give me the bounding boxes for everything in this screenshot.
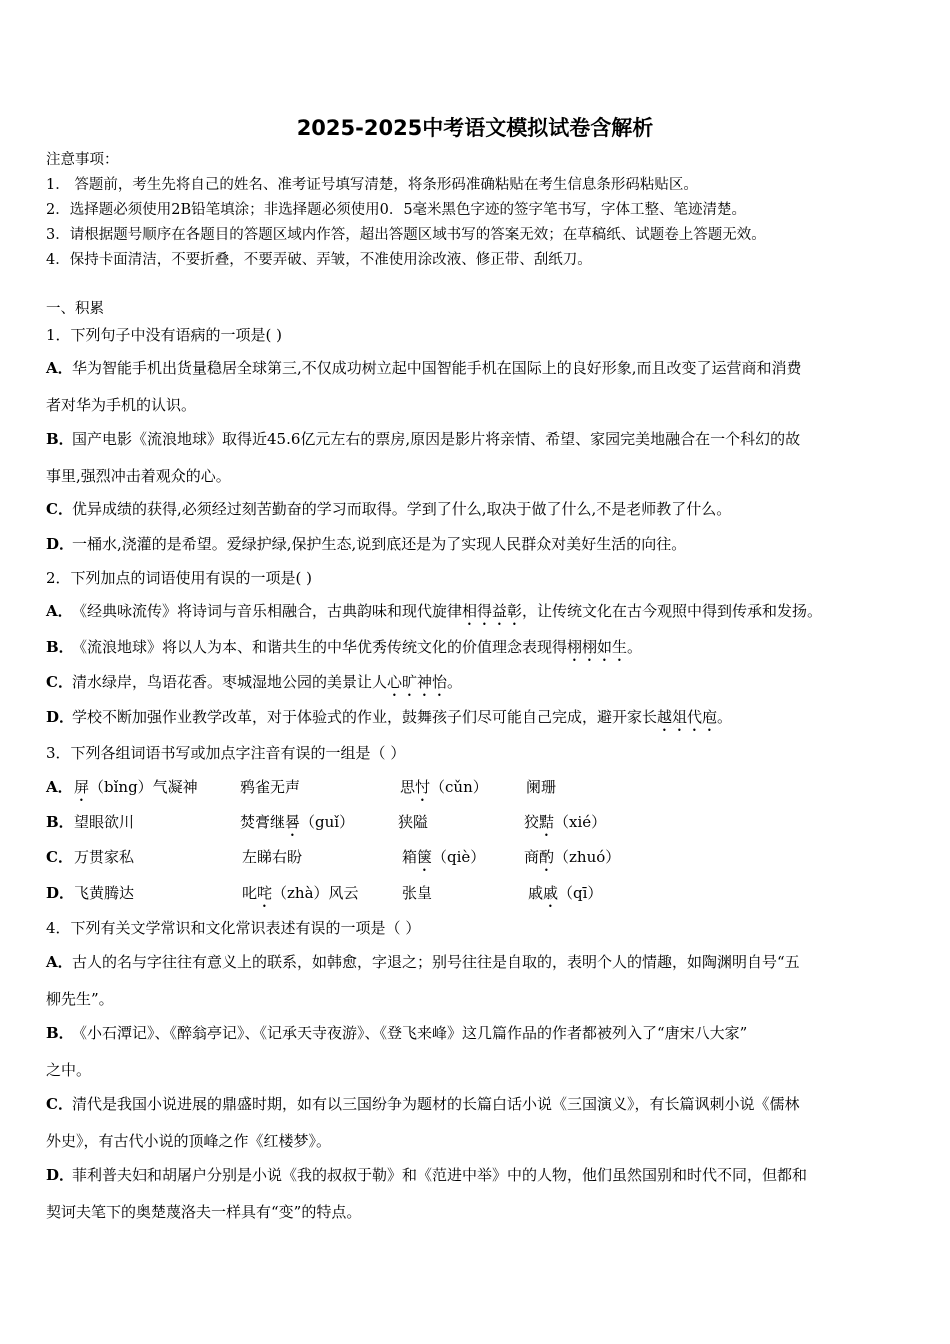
word-text: （bǐng）气凝神 — [89, 778, 198, 796]
word-group: 鸦雀无声 — [240, 778, 301, 796]
word-group — [242, 884, 359, 911]
dotted-char: 晷 — [285, 813, 301, 831]
option-text: 华为智能手机出货量稳居全球第三,不仅成功树立起中国智能手机在国际上的良好形象,而且改变了运营商和消费 — [72, 359, 802, 377]
question-1-option-a-cont: 者对华为手机的认识。 — [46, 396, 197, 414]
dotted-word: 相得益彰 — [462, 602, 523, 620]
option-text: ，让传统文化在古今观照中得到传承和发扬。 — [522, 602, 823, 620]
question-2-option-b — [46, 638, 642, 665]
option-text: 一桶水,浇灌的是希望。爱绿护绿,保护生态,说到底还是为了实现人民群众对美好生活的向往。 — [72, 535, 687, 553]
dotted-char: 咤 — [257, 884, 273, 902]
dotted-char: 屏 — [74, 778, 90, 796]
note-item: 3．请根据题号顺序在各题目的答题区域内作答，超出答题区域书写的答案无效；在草稿纸、试题卷上答题无效。 — [46, 227, 766, 243]
word-group — [402, 848, 485, 875]
option-label: B． — [46, 638, 74, 656]
dotted-char: 戚 — [543, 884, 559, 902]
option-text: 《流浪地球》将以人为本、和谐共生的中华优秀传统文化的价值理念表现得 — [72, 638, 568, 656]
option-label: C． — [46, 500, 73, 518]
word-group: 万贯家私 — [74, 848, 135, 866]
word-text: 戚 — [528, 884, 544, 902]
question-1-option-b-cont: 事里,强烈冲击着观众的心。 — [46, 467, 231, 485]
word-group: 狭隘 — [398, 813, 429, 831]
question-4-option-a-cont: 柳先生”。 — [46, 990, 114, 1008]
option-label: A． — [46, 359, 73, 377]
word-group: 阑珊 — [526, 778, 557, 796]
word-group — [74, 778, 198, 805]
option-text: 《小石潭记》、《醉翁亭记》、《记承天寺夜游》、《登飞来峰》这几篇作品的作者都被列入了“唐宋八大家” — [72, 1024, 748, 1042]
question-2-option-c — [46, 673, 462, 700]
option-label: C． — [46, 1095, 73, 1113]
option-label: B． — [46, 813, 74, 831]
question-2-option-d — [46, 708, 732, 735]
word-group — [240, 813, 354, 840]
question-1-option-d — [46, 535, 686, 553]
question-4-stem: 4．下列有关文学常识和文化常识表述有误的一项是（ ） — [46, 919, 421, 937]
pinyin: （qī） — [558, 884, 603, 902]
word-group: 飞黄腾达 — [74, 884, 135, 902]
word-text: 商 — [524, 848, 540, 866]
option-text: 。 — [627, 638, 643, 656]
pinyin: （cǔn） — [430, 778, 488, 796]
option-label: C． — [46, 673, 73, 691]
option-label: A． — [46, 602, 73, 620]
note-item: 2．选择题必须使用2B铅笔填涂；非选择题必须使用0．5毫米黑色字迹的签字笔书写，字体工整、笔迹清楚。 — [46, 202, 747, 218]
option-label: A． — [46, 778, 73, 796]
note-item: 4．保持卡面清洁，不要折叠，不要弄破、弄皱，不准使用涂改液、修正带、刮纸刀。 — [46, 252, 592, 268]
word-text: 思 — [400, 778, 416, 796]
option-text: 《经典咏流传》将诗词与音乐相融合，古典韵味和现代旋律 — [72, 602, 463, 620]
note-item: 1． 答题前，考生先将自己的姓名、准考证号填写清楚，将条形码准确粘贴在考生信息条形码粘贴区。 — [46, 177, 698, 193]
option-text: 优异成绩的获得,必须经过刻苦勤奋的学习而取得。学到了什么,取决于做了什么,不是老师教了什么。 — [72, 500, 732, 518]
question-2-stem: 2．下列加点的词语使用有误的一项是( ) — [46, 569, 313, 587]
option-label: A． — [46, 953, 73, 971]
question-3-stem: 3．下列各组词语书写或加点字注音有误的一组是（ ） — [46, 744, 406, 762]
word-group — [400, 778, 488, 805]
option-label: D． — [46, 884, 75, 902]
dotted-char: 箧 — [417, 848, 433, 866]
option-label: B． — [46, 1024, 74, 1042]
question-4-option-c — [46, 1095, 800, 1113]
word-text: 焚膏继 — [240, 813, 286, 831]
option-text: 。 — [717, 708, 733, 726]
option-text: 清代是我国小说进展的鼎盛时期，如有以三国纷争为题材的长篇白话小说《三国演义》，有长篇讽刺小说《儒林 — [72, 1095, 800, 1113]
option-label: C． — [46, 848, 73, 866]
question-4-option-d-cont: 契诃夫笔下的奥楚蔑洛夫一样具有“变”的特点。 — [46, 1203, 362, 1221]
pinyin: （xié） — [554, 813, 607, 831]
dotted-word: 越俎代庖 — [657, 708, 718, 726]
question-1-option-a — [46, 359, 802, 377]
word-text: 狡 — [524, 813, 540, 831]
option-text: 国产电影《流浪地球》取得近45.6亿元左右的票房,原因是影片将亲情、希望、家园完美地融合在一个科幻的故 — [72, 430, 801, 448]
dotted-char: 黠 — [539, 813, 555, 831]
dotted-word: 栩栩如生 — [567, 638, 628, 656]
question-1-stem: 1．下列句子中没有语病的一项是( ) — [46, 326, 283, 344]
question-4-option-c-cont: 外史》，有古代小说的顶峰之作《红楼梦》。 — [46, 1132, 332, 1150]
option-text: 菲利普夫妇和胡屠户分别是小说《我的叔叔于勒》和《范进中举》中的人物，他们虽然国别和时代不同，但都和 — [72, 1166, 808, 1184]
question-1-option-b — [46, 430, 800, 448]
option-text: 。 — [447, 673, 463, 691]
word-text: 箱 — [402, 848, 418, 866]
option-label: B． — [46, 430, 74, 448]
word-group: 张皇 — [402, 884, 433, 902]
question-4-option-d — [46, 1166, 807, 1184]
pinyin: （qiè） — [432, 848, 486, 866]
word-group — [528, 884, 602, 911]
section-heading: 一、积累 — [46, 301, 104, 317]
pinyin: （guǐ） — [300, 813, 355, 831]
notes-heading: 注意事项： — [46, 152, 119, 168]
option-label: D． — [46, 1166, 75, 1184]
question-1-option-c — [46, 500, 731, 518]
word-group — [524, 813, 606, 840]
option-text: 学校不断加强作业教学改革，对于体验式的作业，鼓舞孩子们尽可能自己完成，避开家长 — [72, 708, 658, 726]
question-4-option-b — [46, 1024, 747, 1042]
word-group — [524, 848, 620, 875]
dotted-char: 忖 — [415, 778, 431, 796]
pinyin: （zhà）风云 — [272, 884, 359, 902]
page-title: 2025-2025中考语文模拟试卷含解析 — [296, 116, 654, 140]
dotted-word: 心旷神怡 — [387, 673, 448, 691]
option-label: D． — [46, 708, 75, 726]
question-2-option-a — [46, 602, 822, 629]
option-text: 清水绿岸，鸟语花香。枣城湿地公园的美景让人 — [72, 673, 388, 691]
word-group: 望眼欲川 — [74, 813, 135, 831]
question-4-option-b-cont: 之中。 — [46, 1061, 92, 1079]
question-4-option-a — [46, 953, 800, 971]
word-group: 左睇右盼 — [242, 848, 303, 866]
option-text: 古人的名与字往往有意义上的联系，如韩愈，字退之；别号往往是自取的，表明个人的情趣，如陶渊明自号“五 — [72, 953, 800, 971]
word-text: 叱 — [242, 884, 258, 902]
dotted-char: 酌 — [539, 848, 555, 866]
pinyin: （zhuó） — [554, 848, 621, 866]
option-label: D． — [46, 535, 75, 553]
